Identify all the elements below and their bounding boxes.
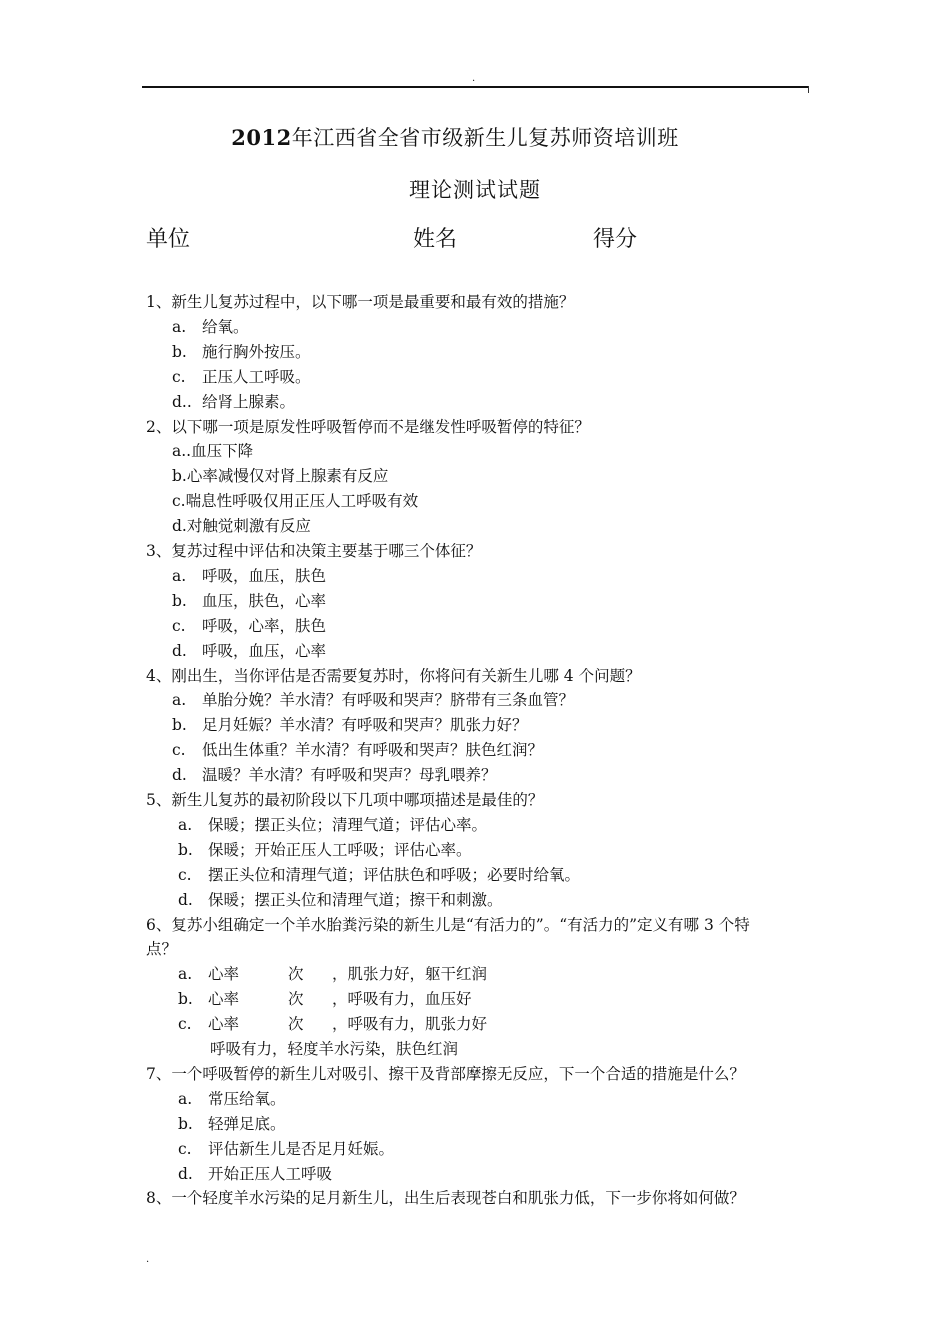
option-line — [172, 392, 295, 412]
question-line — [146, 915, 750, 935]
option-line — [172, 690, 574, 710]
line-text: 点？ — [146, 940, 178, 959]
option-label: a. — [178, 1089, 193, 1108]
option-label: d.. — [172, 392, 192, 411]
option-label: b. — [178, 990, 193, 1009]
option-label: c. — [172, 367, 186, 386]
option-label: b. — [172, 342, 187, 361]
option-label: d. — [172, 766, 187, 785]
option-line — [172, 342, 311, 362]
question-line — [146, 666, 641, 686]
line-text: 7、一个呼吸暂停的新生儿对吸引、擦干及背部摩擦无反应，下一个合适的措施是什么？ — [146, 1064, 745, 1083]
line-text: 评估新生儿是否足月妊娠。 — [208, 1139, 395, 1158]
line-text: 3、复苏过程中评估和决策主要基于哪三个体征？ — [146, 542, 482, 560]
line-text: c.喘息性呼吸仅用正压人工呼吸有效 — [172, 492, 419, 511]
info-fields — [0, 222, 950, 252]
option-line — [178, 1139, 394, 1159]
question-line — [146, 1188, 745, 1208]
line-text: 呼吸，心率，肤色 — [202, 616, 327, 635]
option-label: c. — [172, 741, 186, 760]
option-label: a. — [178, 815, 193, 834]
question-line — [146, 1064, 745, 1084]
score-label: 得分 — [593, 227, 638, 252]
option-label: a. — [172, 566, 187, 585]
line-text: 施行胸外按压。 — [202, 342, 311, 361]
option-line — [178, 865, 580, 885]
option-line — [172, 740, 543, 760]
option-label: d. — [172, 641, 187, 660]
option-line — [178, 1089, 286, 1109]
option-line — [172, 441, 253, 461]
option-line — [178, 1114, 286, 1134]
line-tail: ，呼吸有力，血压好 — [332, 990, 472, 1009]
option-line — [172, 641, 326, 661]
header-dot: . — [472, 73, 476, 84]
option-line — [172, 765, 497, 785]
line-text: 温暖？羊水清？有呼吸和哭声？母乳喂养？ — [202, 766, 497, 785]
option-line — [178, 1014, 487, 1034]
question-line — [146, 417, 590, 437]
line-text: 呼吸有力，轻度羊水污染，肤色红润 — [210, 1040, 459, 1058]
question-line — [146, 292, 574, 312]
option-label: d. — [178, 1164, 193, 1183]
footer-dot: . — [146, 1254, 150, 1265]
option-label: a. — [172, 691, 187, 710]
option-line — [178, 890, 503, 910]
line-text: 正压人工呼吸。 — [202, 367, 311, 386]
line-unit: 次 — [288, 1015, 304, 1034]
line-text: 足月妊娠？羊水清？有呼吸和哭声？肌张力好？ — [202, 716, 528, 735]
line-tail: ，呼吸有力，肌张力好 — [332, 1015, 488, 1034]
option-label: c. — [178, 1139, 192, 1158]
line-tail: ，肌张力好，躯干红润 — [332, 965, 488, 984]
line-text: 心率 — [208, 990, 240, 1009]
option-label: b. — [178, 840, 193, 859]
option-label: c. — [178, 865, 192, 884]
line-text: 保暖；摆正头位；清理气道；评估心率。 — [208, 815, 488, 834]
line-text: 单胎分娩？羊水清？有呼吸和哭声？脐带有三条血管？ — [202, 691, 575, 710]
option-line — [172, 466, 388, 486]
line-text: 保暖；开始正压人工呼吸；评估心率。 — [208, 840, 472, 859]
option-label: c. — [172, 616, 186, 635]
line-text: 1、新生儿复苏过程中，以下哪一项是最重要和最有效的措施？ — [146, 293, 575, 311]
line-text: 5、新生儿复苏的最初阶段以下几项中哪项描述是最佳的？ — [146, 791, 544, 809]
line-text: 2、以下哪一项是原发性呼吸暂停而不是继发性呼吸暂停的特征？ — [146, 417, 590, 436]
question-line — [146, 939, 177, 959]
option-label: b. — [178, 1114, 193, 1133]
option-label: b. — [172, 591, 187, 610]
line-text: 呼吸，血压，肤色 — [202, 566, 327, 585]
line-unit: 次 — [288, 990, 304, 1009]
line-text: 4、刚出生，当你评估是否需要复苏时，你将问有关新生儿哪 4 个问题？ — [146, 666, 641, 685]
option-line — [178, 989, 472, 1009]
option-line — [172, 516, 311, 536]
option-label: d. — [178, 890, 193, 909]
exam-subtitle: 理论测试试题 — [409, 178, 541, 202]
header-rule-tick — [808, 86, 809, 93]
option-line — [172, 591, 326, 611]
line-text: 轻弹足底。 — [208, 1114, 286, 1133]
question-line — [146, 541, 481, 561]
title-year: 2012 — [231, 125, 292, 150]
header-rule — [142, 86, 809, 88]
line-text: 6、复苏小组确定一个羊水胎粪污染的新生儿是“有活力的”。“有活力的”定义有哪 3 个特 — [146, 915, 750, 934]
option-line — [172, 491, 418, 511]
option-label: a. — [178, 965, 193, 984]
line-text: b.心率减慢仅对肾上腺素有反应 — [172, 467, 389, 486]
line-text: 呼吸，血压，心率 — [202, 641, 327, 660]
option-label: c. — [178, 1015, 192, 1034]
line-text: d.对触觉刺激有反应 — [172, 517, 311, 536]
option-line — [172, 566, 326, 586]
line-text: 开始正压人工呼吸 — [208, 1164, 333, 1183]
option-line — [178, 815, 487, 835]
line-text: 血压，肤色，心率 — [202, 591, 327, 610]
line-unit: 次 — [288, 965, 304, 984]
exam-title — [0, 122, 950, 152]
option-line — [172, 367, 311, 387]
line-text: 心率 — [208, 965, 240, 984]
option-label: a. — [172, 317, 187, 336]
line-text: 心率 — [208, 1015, 240, 1034]
option-line — [178, 1164, 332, 1184]
option-line — [210, 1039, 458, 1059]
name-label: 姓名 — [413, 227, 458, 252]
line-text: 8、一个轻度羊水污染的足月新生儿，出生后表现苍白和肌张力低，下一步你将如何做？ — [146, 1189, 745, 1208]
line-text: 保暖；摆正头位和清理气道；擦干和刺激。 — [208, 890, 503, 909]
line-text: 给氧。 — [202, 317, 249, 336]
question-line — [146, 790, 543, 810]
line-text: a..血压下降 — [172, 442, 254, 461]
line-text: 给肾上腺素。 — [202, 392, 296, 411]
line-text: 低出生体重？羊水清？有呼吸和哭声？肤色红润？ — [202, 741, 544, 760]
option-line — [172, 317, 249, 337]
option-label: b. — [172, 716, 187, 735]
title-rest: 年江西省全省市级新生儿复苏师资培训班 — [291, 126, 679, 150]
line-text: 摆正头位和清理气道；评估肤色和呼吸；必要时给氧。 — [208, 865, 581, 884]
option-line — [178, 840, 472, 860]
option-line — [172, 715, 528, 735]
option-line — [178, 964, 487, 984]
unit-label: 单位 — [146, 227, 191, 252]
option-line — [172, 616, 326, 636]
line-text: 常压给氧。 — [208, 1089, 286, 1108]
